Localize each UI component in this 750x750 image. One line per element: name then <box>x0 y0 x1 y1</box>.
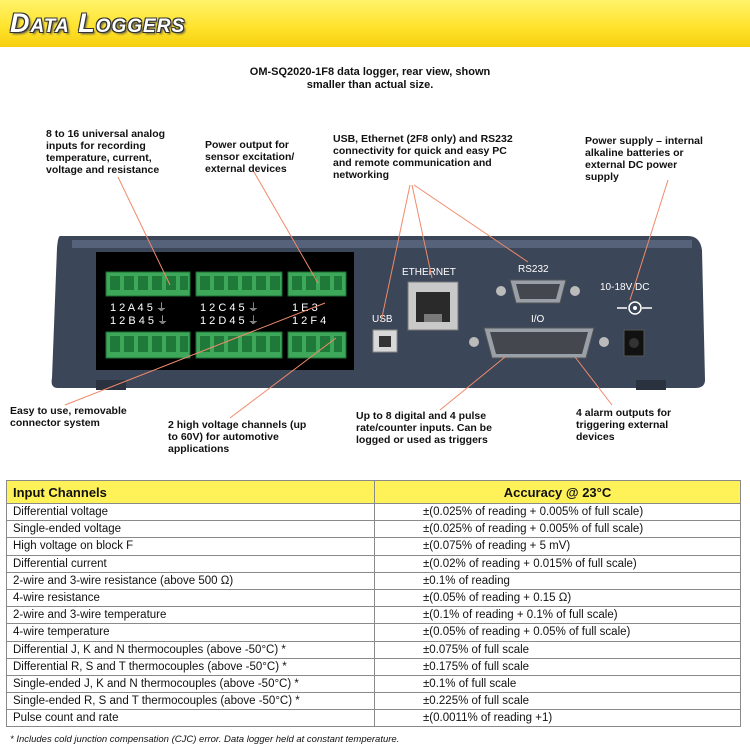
table-cell-channel: Differential voltage <box>7 504 375 521</box>
terminal-label-f: 1 2 F 4 <box>292 315 327 327</box>
table-cell-channel: Single-ended voltage <box>7 521 375 538</box>
terminal-block-e-top <box>288 272 346 296</box>
table-row <box>7 589 741 606</box>
table-cell-accuracy: ±(0.075% of reading + 5 mV) <box>375 538 741 555</box>
terminal-label-d: 1 2 D 4 5 ⏚ <box>200 315 259 327</box>
table-row <box>7 521 741 538</box>
terminal-label-a: 1 2 A 4 5 ⏚ <box>110 302 167 314</box>
table-row <box>7 658 741 675</box>
terminal-block-c-top <box>196 272 282 296</box>
terminal-label-e: 1 E 3 <box>292 302 318 314</box>
table-row <box>7 504 741 521</box>
table-cell-channel: Single-ended R, S and T thermocouples (above -50°C) * <box>7 693 375 710</box>
table-row <box>7 710 741 727</box>
footnote: * Includes cold junction compensation (CJC) error. Data logger held at constant temperature. <box>10 734 400 745</box>
table-cell-accuracy: ±(0.05% of reading + 0.15 Ω) <box>375 589 741 606</box>
callout-connector-system: Easy to use, removable connector system <box>10 405 127 429</box>
table-cell-accuracy: ±0.1% of reading <box>375 572 741 589</box>
table-row <box>7 641 741 658</box>
table-cell-channel: 4-wire temperature <box>7 624 375 641</box>
io-label: I/O <box>531 314 545 325</box>
table-cell-channel: Pulse count and rate <box>7 710 375 727</box>
callout-connectivity: USB, Ethernet (2F8 only) and RS232 connectivity for quick and easy PC and remote communication and networking <box>333 133 513 181</box>
terminal-block-d-bottom <box>196 332 282 358</box>
usb-port <box>373 330 397 352</box>
callout-power-supply: Power supply – internal alkaline batteries or external DC power supply <box>585 135 703 183</box>
header-accuracy: Accuracy @ 23°C <box>375 481 741 504</box>
table-cell-accuracy: ±0.1% of full scale <box>375 675 741 692</box>
table-cell-accuracy: ±0.175% of full scale <box>375 658 741 675</box>
accuracy-table <box>6 480 741 727</box>
callout-power-output: Power output for sensor excitation/ external devices <box>205 139 295 175</box>
header-input-channels: Input Channels <box>7 481 375 504</box>
callout-digital-inputs: Up to 8 digital and 4 pulse rate/counter inputs. Can be logged or used as triggers <box>356 410 492 446</box>
table-header-row <box>7 481 741 504</box>
table-cell-accuracy: ±(0.025% of reading + 0.005% of full scale) <box>375 521 741 538</box>
page-title: Data Loggers <box>10 8 186 38</box>
terminal-block-a-top <box>106 272 190 296</box>
table-row <box>7 693 741 710</box>
table-cell-channel: 4-wire resistance <box>7 589 375 606</box>
callout-alarm-outputs: 4 alarm outputs for triggering external devices <box>576 407 672 443</box>
ethernet-port <box>408 282 458 330</box>
table-row <box>7 675 741 692</box>
table-row <box>7 624 741 641</box>
table-row <box>7 555 741 572</box>
table-cell-channel: 2-wire and 3-wire resistance (above 500 Ω) <box>7 572 375 589</box>
usb-label: USB <box>372 314 393 325</box>
table-cell-accuracy: ±(0.0011% of reading +1) <box>375 710 741 727</box>
table-cell-channel: Differential R, S and T thermocouples (above -50°C) * <box>7 658 375 675</box>
rs232-label: RS232 <box>518 264 549 275</box>
terminal-label-b: 1 2 B 4 5 ⏚ <box>110 315 169 327</box>
dc-jack <box>624 330 644 356</box>
callout-analog-inputs: 8 to 16 universal analog inputs for recording temperature, current, voltage and resistance <box>46 128 166 176</box>
table-cell-accuracy: ±(0.1% of reading + 0.1% of full scale) <box>375 607 741 624</box>
table-cell-accuracy: ±(0.025% of reading + 0.005% of full scale) <box>375 504 741 521</box>
table-row <box>7 607 741 624</box>
callout-high-voltage: 2 high voltage channels (up to 60V) for automotive applications <box>168 419 307 455</box>
table-cell-accuracy: ±(0.05% of reading + 0.05% of full scale) <box>375 624 741 641</box>
dc-label: 10-18V DC <box>600 282 650 293</box>
table-cell-channel: Single-ended J, K and N thermocouples (above -50°C) * <box>7 675 375 692</box>
terminal-block-b-bottom <box>106 332 190 358</box>
terminal-label-c: 1 2 C 4 5 ⏚ <box>200 302 259 314</box>
ethernet-label: ETHERNET <box>402 267 456 278</box>
table-cell-accuracy: ±0.225% of full scale <box>375 693 741 710</box>
table-cell-channel: Differential current <box>7 555 375 572</box>
device-top-edge <box>72 240 692 248</box>
table-row <box>7 538 741 555</box>
table-row <box>7 572 741 589</box>
table-cell-channel: Differential J, K and N thermocouples (above -50°C) * <box>7 641 375 658</box>
table-cell-channel: High voltage on block F <box>7 538 375 555</box>
device-caption: OM-SQ2020-1F8 data logger, rear view, shown smaller than actual size. <box>249 66 491 91</box>
table-cell-accuracy: ±0.075% of full scale <box>375 641 741 658</box>
table-cell-accuracy: ±(0.02% of reading + 0.015% of full scale) <box>375 555 741 572</box>
table-cell-channel: 2-wire and 3-wire temperature <box>7 607 375 624</box>
terminal-block-f-bottom <box>288 332 346 358</box>
